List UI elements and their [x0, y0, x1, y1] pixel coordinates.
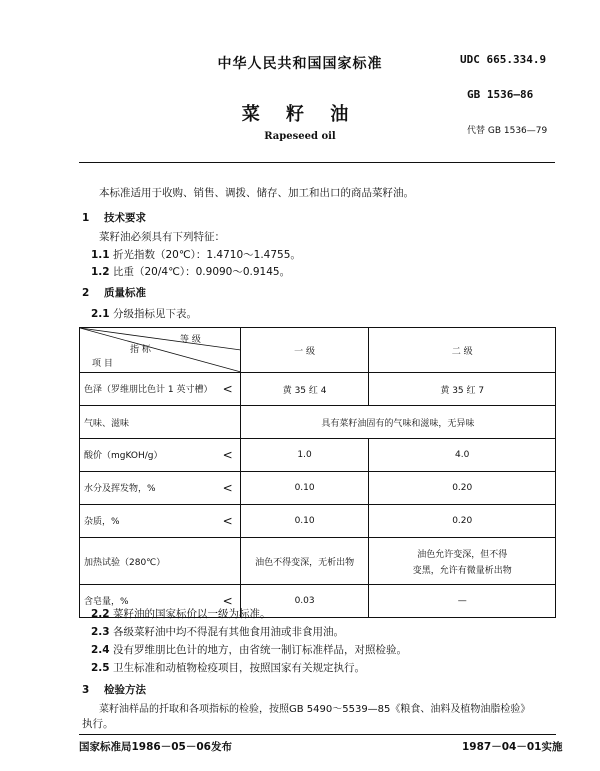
grade-2-value-line: 变黑，允许有微量析出物	[412, 565, 512, 576]
grade-table	[79, 327, 556, 618]
issued-date: 国家标准局1986－05－06发布	[79, 741, 232, 753]
row-item	[80, 538, 241, 585]
grade-2-value: —	[369, 585, 556, 618]
row-item	[80, 472, 241, 505]
clause-text: 比重（20/4℃）：0.9090～0.9145。	[113, 266, 291, 278]
row-item	[80, 373, 241, 406]
row-item-text: 酸价（mgKOH/g）	[84, 451, 163, 461]
row-item-text: 色泽（罗维朋比色计 1 英寸槽）	[84, 385, 213, 395]
section-title: 技术要求	[104, 212, 146, 224]
section-1-lead: 菜籽油必须具有下列特征：	[99, 231, 225, 243]
less-than-sign: <	[222, 481, 233, 495]
clause-2-4	[91, 642, 407, 657]
clause-2-1	[91, 306, 197, 321]
clause-number: 1.1	[91, 249, 110, 261]
clause-text: 没有罗维朋比色计的地方，由省统一制订标准样品，对照检验。	[113, 644, 407, 656]
table-row	[80, 538, 556, 585]
clause-2-5	[91, 660, 365, 675]
table-row	[80, 406, 556, 439]
clause-number: 2.5	[91, 662, 110, 674]
clause-number: 2.2	[91, 608, 110, 620]
grade-2-value: 0.20	[369, 505, 556, 538]
supersedes-note: 代替 GB 1536—79	[467, 126, 548, 136]
grade-2-value: 黄 35 红 7	[369, 373, 556, 406]
gb-code: GB 1536—86	[467, 88, 534, 101]
clause-text: 卫生标准和动植物检疫项目，按照国家有关规定执行。	[113, 662, 365, 674]
clause-text: 折光指数（20℃）：1.4710～1.4755。	[113, 249, 301, 261]
effective-date: 1987－04－01实施	[462, 741, 563, 753]
grade-1-value: 0.03	[240, 585, 369, 618]
row-item-text: 气味、滋味	[84, 418, 130, 429]
clause-1-2	[91, 264, 290, 279]
section-number: 1	[82, 212, 90, 224]
udc-code: UDC 665.334.9	[460, 53, 547, 66]
row-item-text: 杂质，%	[84, 517, 120, 527]
row-item	[80, 505, 241, 538]
clause-number: 2.4	[91, 644, 110, 656]
grade-label: 等 级	[180, 335, 201, 345]
document-title-english: Rapeseed oil	[264, 131, 336, 142]
column-header-grade-2: 二 级	[369, 328, 556, 373]
section-3-text: 菜籽油样品的扦取和各项指标的检验，按照GB 5490～5539—85《粮食、油料及植物油脂检验》	[99, 704, 531, 715]
section-2-heading	[82, 285, 146, 300]
section-3-heading	[82, 682, 146, 697]
table-header-row	[80, 328, 556, 373]
section-title: 检验方法	[104, 684, 146, 696]
section-number: 3	[82, 684, 90, 696]
clause-1-1	[91, 247, 301, 262]
table-row	[80, 472, 556, 505]
indicator-label: 指 标	[130, 345, 151, 355]
less-than-sign: <	[222, 448, 233, 462]
grade-2-value-line: 油色允许变深，但不得	[417, 549, 508, 560]
scope-paragraph: 本标准适用于收购、销售、调拨、储存、加工和出口的商品菜籽油。	[99, 187, 414, 199]
grade-1-value: 1.0	[240, 439, 369, 472]
row-item-text: 加热试验（280℃）	[84, 557, 166, 568]
table-row	[80, 505, 556, 538]
less-than-sign: <	[222, 594, 233, 608]
table-row	[80, 373, 556, 406]
less-than-sign: <	[222, 382, 233, 396]
row-item-text: 含皂量，%	[84, 597, 129, 607]
clause-2-2	[91, 606, 271, 621]
clause-text: 菜籽油的国家标价以一级为标准。	[113, 608, 271, 620]
grade-2-value	[369, 538, 556, 585]
merged-value: 具有菜籽油固有的气味和滋味，无异味	[240, 406, 555, 439]
table-diagonal-header-cell	[80, 328, 241, 373]
grade-1-value: 油色不得变深，无析出物	[240, 538, 369, 585]
clause-number: 2.1	[91, 308, 110, 320]
footer-divider	[79, 734, 556, 735]
grade-1-value: 0.10	[240, 505, 369, 538]
header-divider	[79, 162, 555, 163]
section-number: 2	[82, 287, 90, 299]
grade-1-value: 黄 35 红 4	[240, 373, 369, 406]
less-than-sign: <	[222, 514, 233, 528]
section-1-heading	[82, 210, 146, 225]
table-row	[80, 439, 556, 472]
row-item-text: 水分及挥发物，%	[84, 484, 156, 494]
grade-2-value: 4.0	[369, 439, 556, 472]
row-item	[80, 439, 241, 472]
issuing-organization: 中华人民共和国国家标准	[217, 56, 383, 72]
clause-2-3	[91, 624, 344, 639]
clause-text: 各级菜籽油中均不得混有其他食用油或非食用油。	[113, 626, 344, 638]
document-title: 菜 籽 油	[241, 104, 359, 125]
row-item	[80, 406, 241, 439]
clause-text: 分级指标见下表。	[113, 308, 197, 320]
column-header-grade-1: 一 级	[240, 328, 369, 373]
clause-number: 1.2	[91, 266, 110, 278]
section-title: 质量标准	[104, 287, 146, 299]
grade-2-value: 0.20	[369, 472, 556, 505]
clause-number: 2.3	[91, 626, 110, 638]
section-3-text-continued: 执行。	[82, 718, 114, 730]
item-label: 项 目	[92, 359, 113, 369]
grade-1-value: 0.10	[240, 472, 369, 505]
